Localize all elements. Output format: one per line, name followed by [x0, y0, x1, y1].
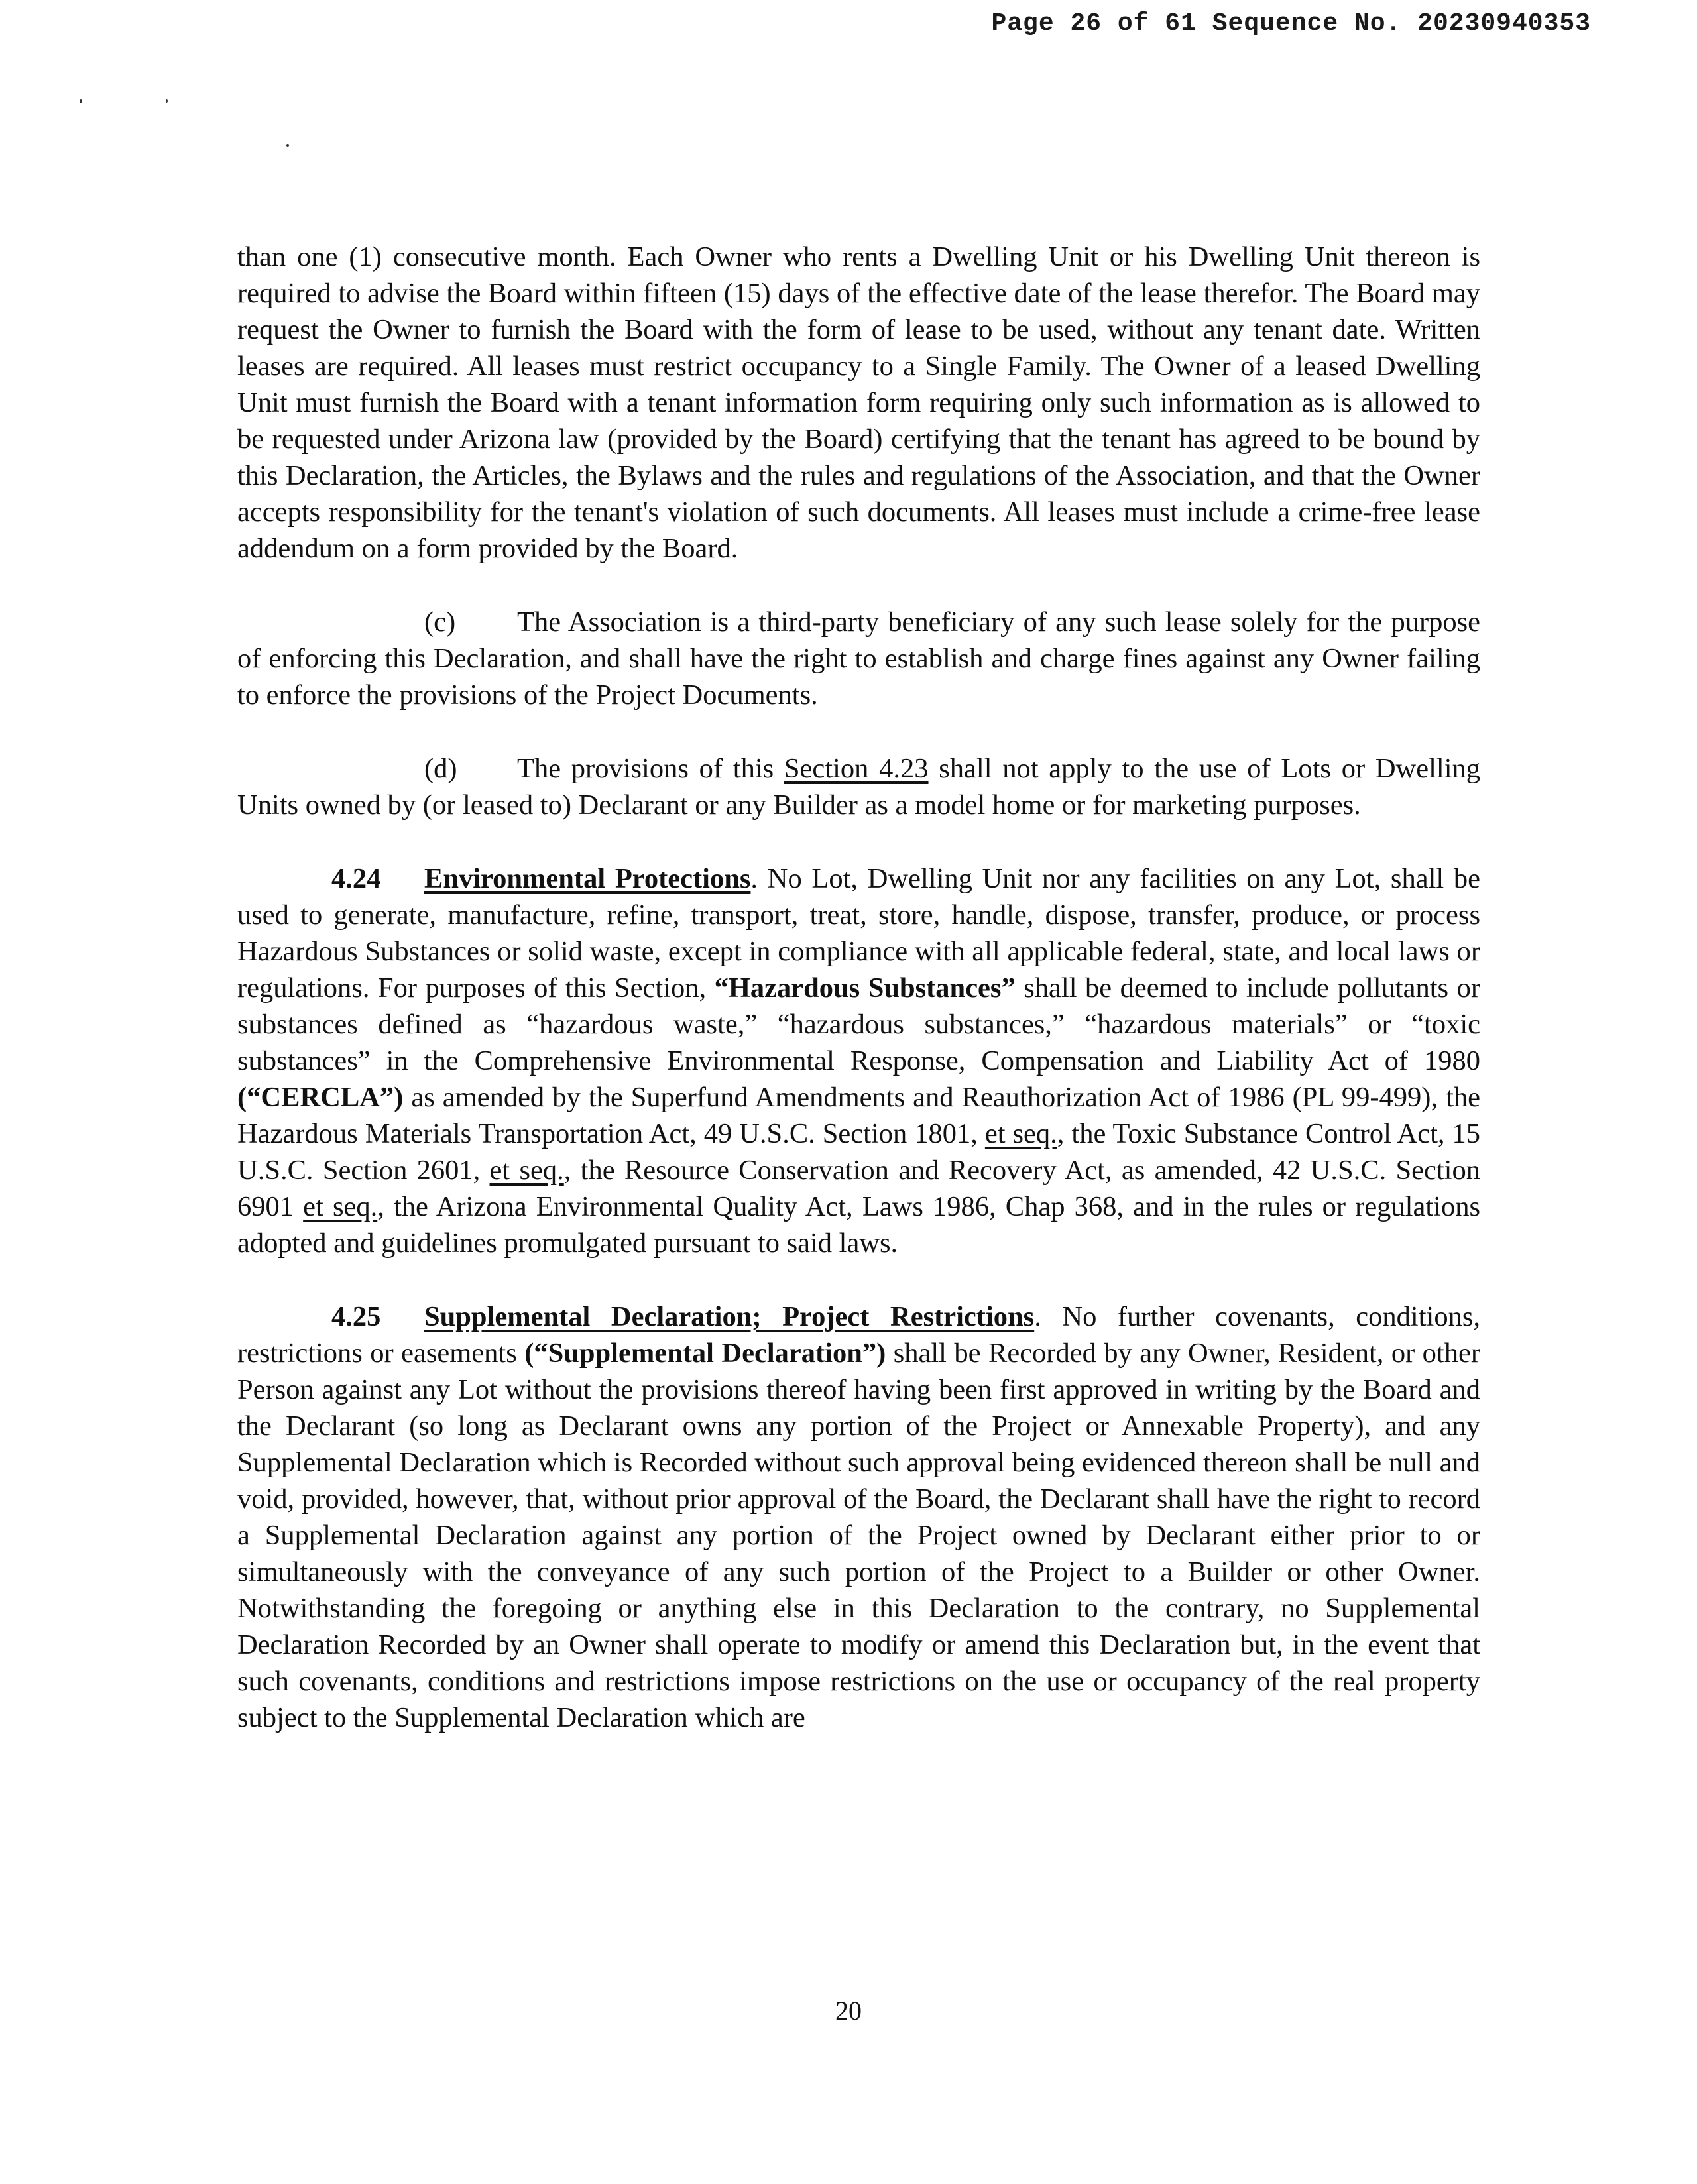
section-text: . No further covenants, conditions, restrictions or easements [237, 1301, 1480, 1369]
section-number: 4.24 [331, 863, 381, 894]
defined-term: (“CERCLA”) [237, 1082, 404, 1113]
section-reference: Section 4.23 [784, 753, 929, 784]
scan-speck [166, 99, 168, 103]
section-title: Environmental Protections [424, 863, 751, 894]
section-text: . No Lot, Dwelling Unit nor any facilities on any Lot, shall be used to generate, manufacture, refine, transport, treat, store, handle, dispose, transfer, produce, or process Hazardous Substances or solid waste, except in compliance with all applicable federal, state, and local laws or regulations. For purposes of this Section, [237, 863, 1480, 1004]
section-text: , the Resource Conservation and Recovery Act, as amended, 42 U.S.C. Section 6901 [237, 1155, 1480, 1222]
recording-stamp: Page 26 of 61 Sequence No. 20230940353 [991, 9, 1591, 38]
subsection-d-text: The provisions of this [517, 753, 784, 784]
subsection-d [237, 750, 1480, 823]
section-title: Supplemental Declaration; Project Restrictions [424, 1301, 1035, 1332]
section-text: shall be Recorded by any Owner, Resident, or other Person against any Lot without the provisions thereof having been first approved in writing by the Board and the Declarant (so long as Declarant owns any portion of the Project or Annexable Property), and any Supplemental Declaration which is Recorded without such approval being evidenced thereon shall be null and void, provided, however, that, without prior approval of the Board, the Declarant shall have the right to record a Supplemental Declaration against any portion of the Project owned by Declarant either prior to or simultaneously with the conveyance of any such portion of the Project to a Builder or other Owner. Notwithstanding the foregoing or anything else in this Declaration to the contrary, no Supplemental Declaration Recorded by an Owner shall operate to modify or amend this Declaration but, in the event that such covenants, conditions and restrictions impose restrictions on the use or occupancy of the real property subject to the Supplemental Declaration which are [237, 1338, 1480, 1733]
defined-term: (“Supplemental Declaration”) [524, 1338, 886, 1369]
scan-speck [80, 99, 82, 103]
section-number: 4.25 [331, 1301, 381, 1332]
section-text: , the Arizona Environmental Quality Act, Laws 1986, Chap 368, and in the rules or regulations adopted and guidelines promulgated pursuant to said laws. [237, 1191, 1481, 1259]
subsection-c-text: The Association is a third-party beneficiary of any such lease solely for the purpose of enforcing this Declaration, and shall have the right to establish and charge fines against any Owner failing to enforce the provisions of the Project Documents. [237, 606, 1480, 711]
section-text: , the Toxic Substance Control Act, 15 U.S.C. Section 2601, [237, 1118, 1480, 1186]
section-text: shall be deemed to include pollutants or substances defined as “hazardous waste,” “hazardous substances,” “hazardous materials” or “toxic substances” in the Comprehensive Environmental Response, Compensation and Liability Act of 1980 [237, 972, 1481, 1076]
subsection-c [237, 604, 1480, 713]
subsection-c-label: (c) [424, 606, 456, 638]
scan-speck [286, 144, 289, 147]
citation-et-seq: et seq. [303, 1191, 378, 1222]
section-4-25 [237, 1298, 1480, 1736]
lease-paragraph-continued: than one (1) consecutive month. Each Owner who rents a Dwelling Unit or his Dwelling Unit thereon is required to advise the Board within fifteen (15) days of the effective date of the lease therefor. The Board may request the Owner to furnish the Board with the form of lease to be used, without any tenant date. Written leases are required. All leases must restrict occupancy to a Single Family. The Owner of a leased Dwelling Unit must furnish the Board with a tenant information form requiring only such information as is allowed to be requested under Arizona law (provided by the Board) certifying that the tenant has agreed to be bound by this Declaration, the Articles, the Bylaws and the rules and regulations of the Association, and that the Owner accepts responsibility for the tenant's violation of such documents. All leases must include a crime-free lease addendum on a form provided by the Board. [237, 241, 1480, 564]
section-text: as amended by the Superfund Amendments and Reauthorization Act of 1986 (PL 99-499), the Hazardous Materials Transportation Act, 49 U.S.C. Section 1801, [237, 1082, 1480, 1149]
citation-et-seq: et seq. [984, 1118, 1057, 1149]
page-number: 20 [835, 1996, 862, 2026]
subsection-d-text: shall not apply to the use of Lots or Dwelling Units owned by (or leased to) Declarant or any Builder as a model home or for marketing purposes. [237, 753, 1481, 821]
document-body [237, 239, 1480, 1736]
subsection-d-label: (d) [424, 753, 457, 784]
defined-term: “Hazardous Substances” [714, 972, 1016, 1004]
section-4-24 [237, 860, 1480, 1261]
citation-et-seq: et seq. [489, 1155, 564, 1186]
